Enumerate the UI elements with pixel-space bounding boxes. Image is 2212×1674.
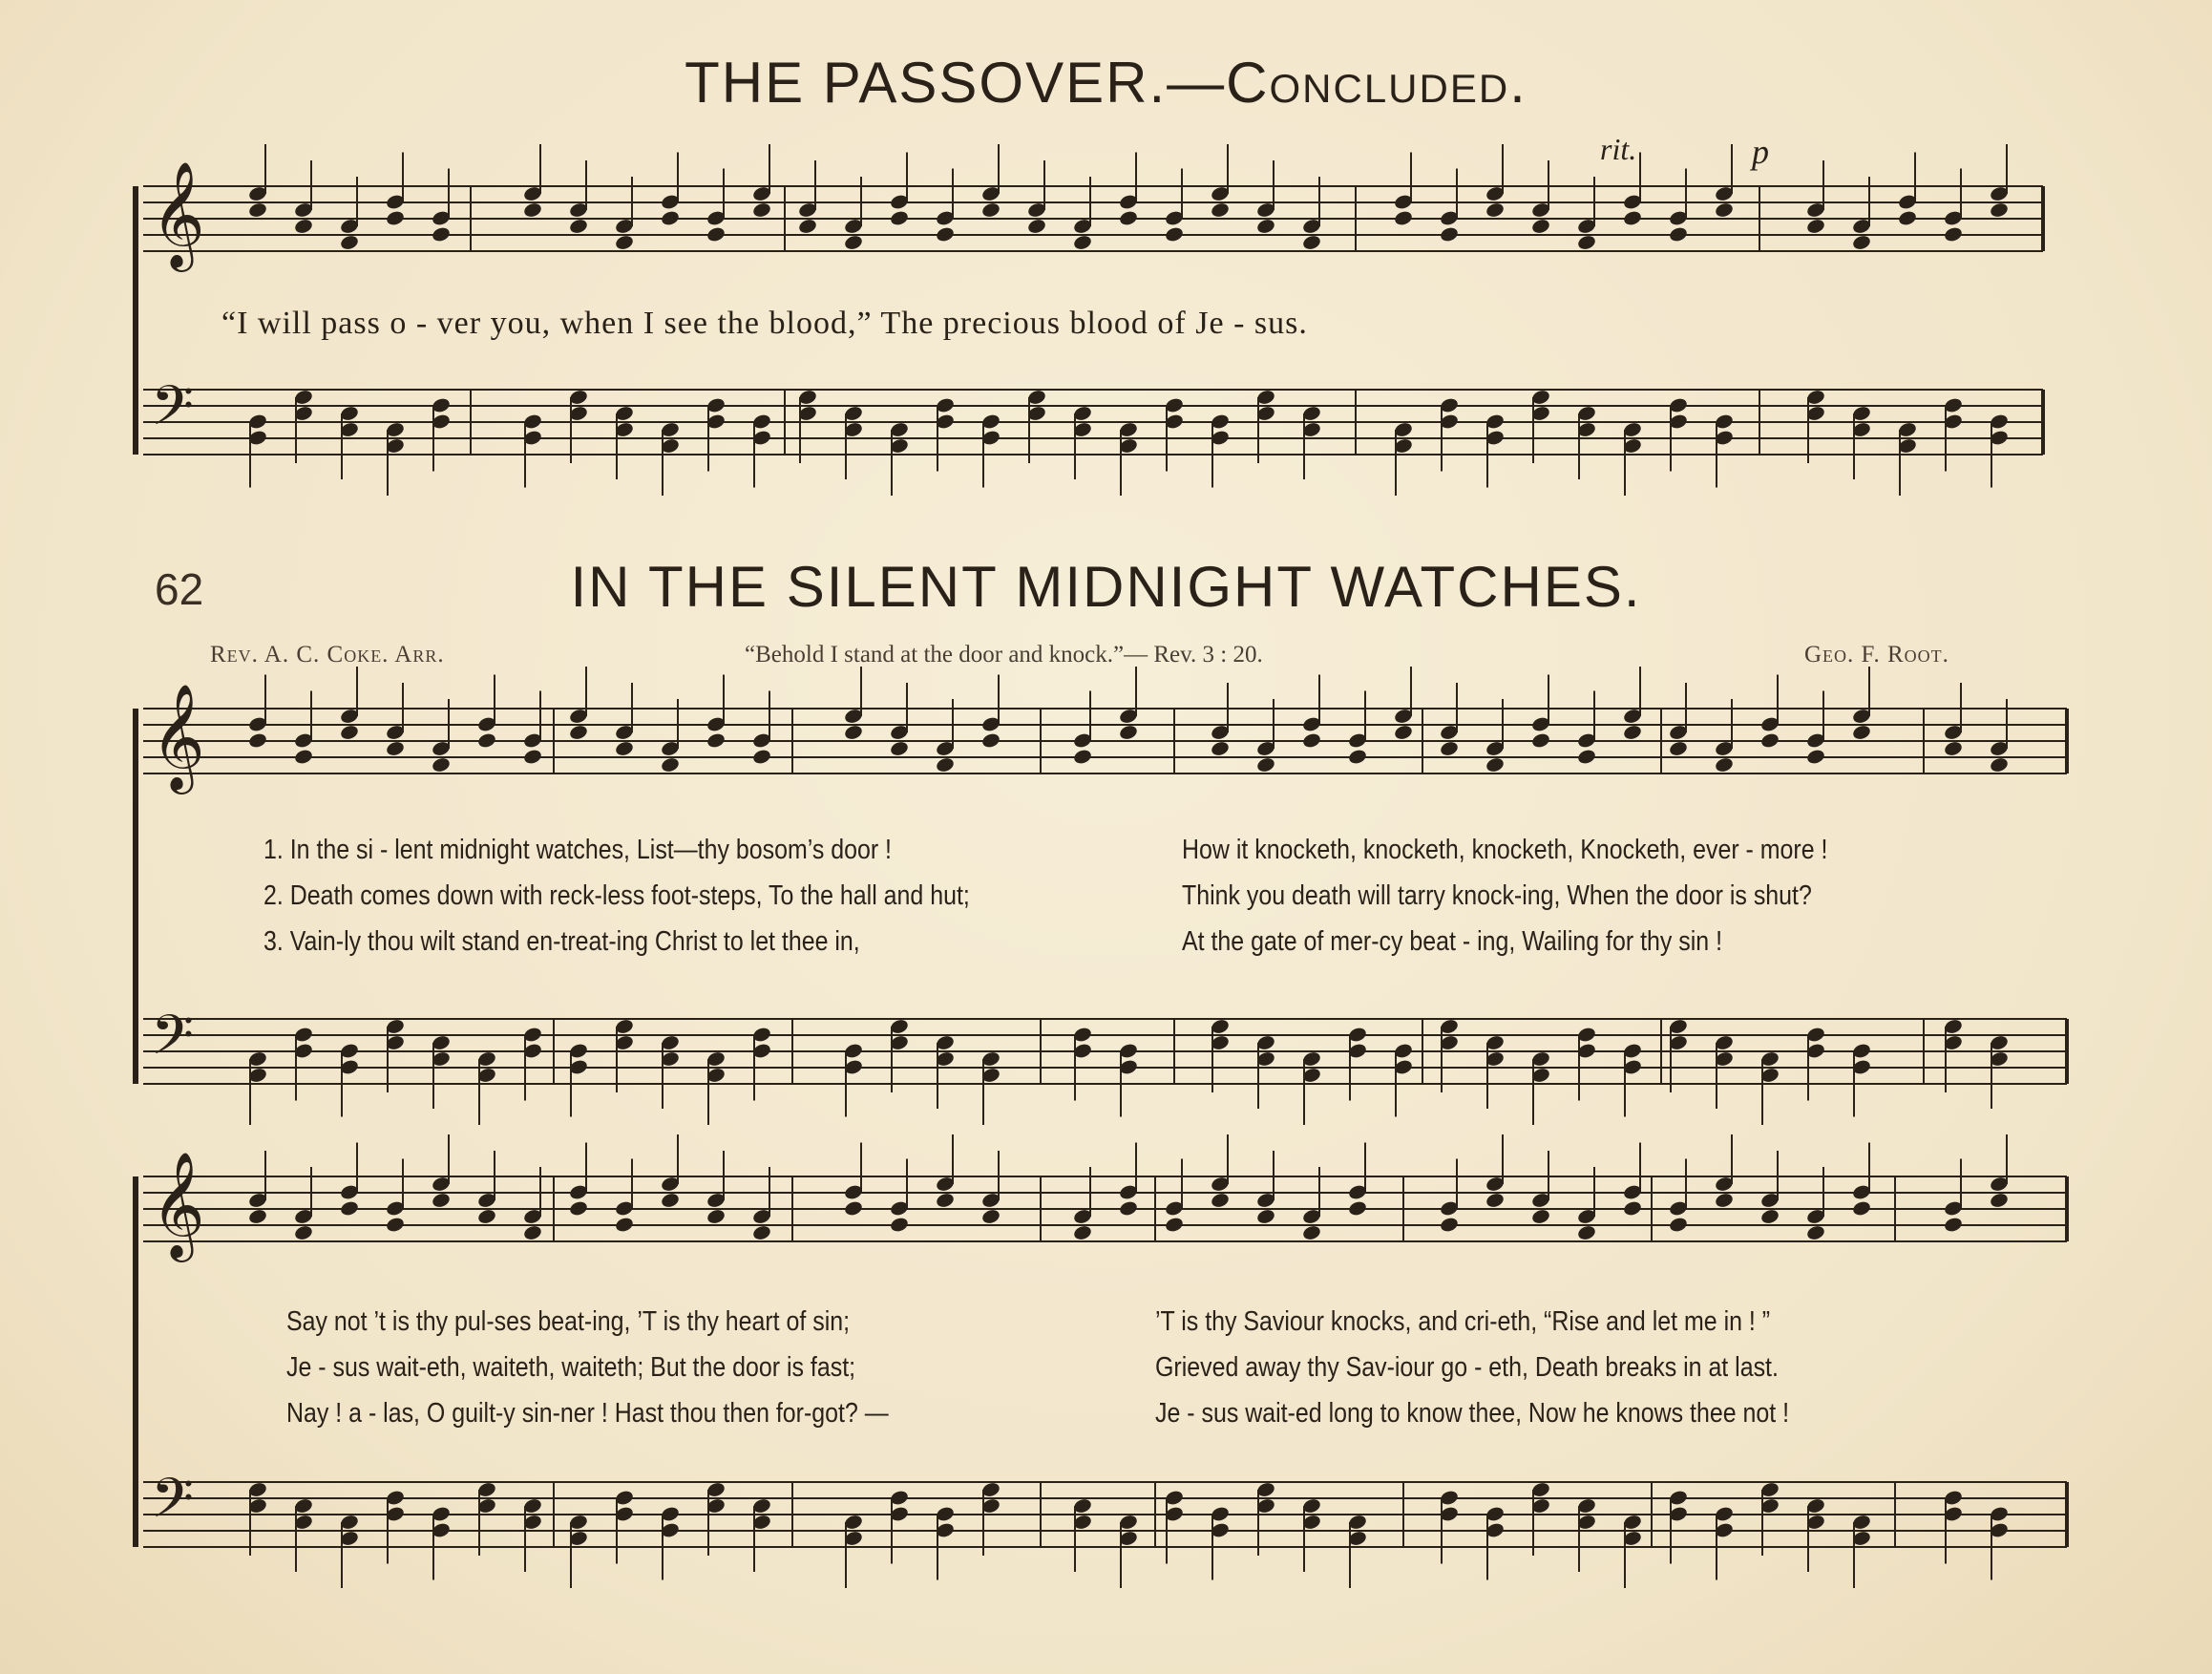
svg-text:𝄞: 𝄞 bbox=[151, 1151, 205, 1258]
svg-text:𝄢: 𝄢 bbox=[151, 1003, 195, 1081]
lyricist-credit: Rev. A. C. Coke. Arr. bbox=[210, 642, 445, 667]
svg-text:𝄢: 𝄢 bbox=[151, 1466, 195, 1544]
hymn-title: IN THE SILENT MIDNIGHT WATCHES. bbox=[570, 555, 1642, 619]
verse-2-line-a: 2. Death comes down with reck-less foot-steps, To the hall and hut; bbox=[263, 880, 970, 911]
dynamic-piano-mark: p bbox=[1752, 133, 1769, 171]
svg-text:𝄢: 𝄢 bbox=[151, 373, 195, 452]
verse-2-line-b: Think you death will tarry knock-ing, When the door is shut? bbox=[1182, 880, 1812, 911]
verse-3-line-d: Je - sus wait-ed long to know thee, Now he knows thee not ! bbox=[1155, 1398, 1790, 1429]
verse-1-line-a: 1. In the si - lent midnight watches, List—thy bosom’s door ! bbox=[263, 835, 892, 865]
composer-credit: Geo. F. Root. bbox=[1804, 642, 1949, 667]
hymn-number: 62 bbox=[155, 564, 204, 614]
verse-3-line-a: 3. Vain-ly thou wilt stand en-treat-ing Christ to let thee in, bbox=[263, 926, 860, 957]
passover-lyric-line: “I will pass o - ver you, when I see the blood,” The precious blood of Je - sus. bbox=[221, 306, 1308, 341]
verse-2-line-d: Grieved away thy Sav-iour go - eth, Death breaks in at last. bbox=[1155, 1352, 1779, 1383]
title-main: THE PASSOVER.— bbox=[685, 51, 1227, 115]
svg-text:𝄞: 𝄞 bbox=[151, 160, 205, 267]
verse-2-line-c: Je - sus wait-eth, waiteth, waiteth; But the door is fast; bbox=[286, 1352, 856, 1383]
scripture-reference: “Behold I stand at the door and knock.”— Rev. 3 : 20. bbox=[745, 642, 1263, 667]
note-heads bbox=[247, 144, 2009, 1588]
staff-lines bbox=[136, 186, 2067, 1547]
verse-3-line-b: At the gate of mer-cy beat - ing, Wailing for thy sin ! bbox=[1182, 926, 1723, 957]
verse-1-line-d: ’T is thy Saviour knocks, and cri-eth, “Rise and let me in ! ” bbox=[1155, 1306, 1771, 1337]
clef-symbols bbox=[151, 160, 205, 1544]
verse-3-line-c: Nay ! a - las, O guilt-y sin-ner ! Hast thou then for-got? — bbox=[286, 1398, 889, 1429]
verse-1-line-c: Say not ’t is thy pul-ses beat-ing, ’T is thy heart of sin; bbox=[286, 1306, 851, 1337]
verse-1-line-b: How it knocketh, knocketh, knocketh, Knocketh, ever - more ! bbox=[1182, 835, 1828, 865]
title-continued: Concluded. bbox=[1226, 51, 1527, 115]
ritardando-mark: rit. bbox=[1600, 132, 1637, 166]
svg-text:𝄞: 𝄞 bbox=[151, 683, 205, 790]
